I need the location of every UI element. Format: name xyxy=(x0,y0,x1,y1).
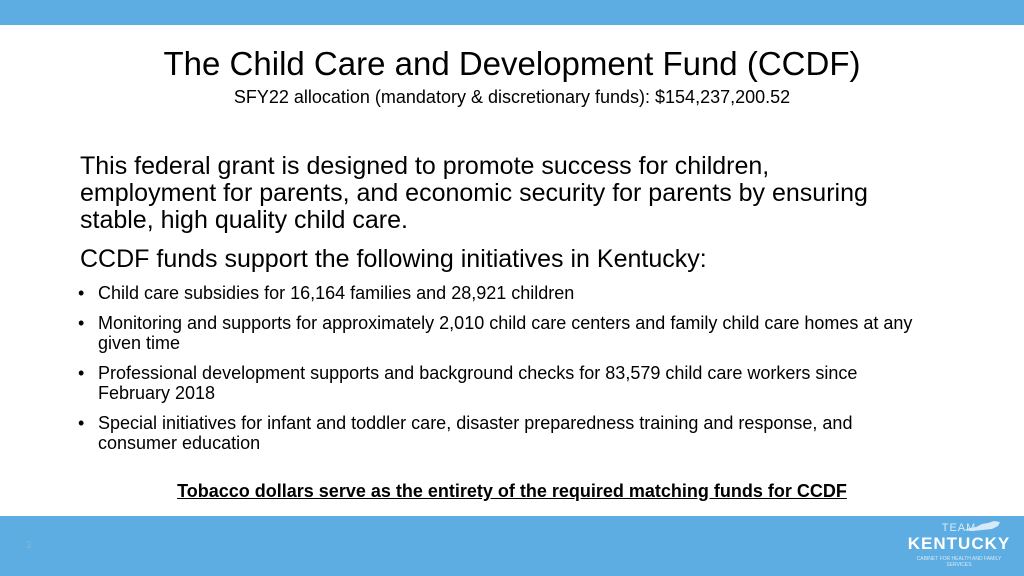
list-item xyxy=(78,313,918,353)
list-item-text: Professional development supports and background checks for 83,579 child care workers since February 2018 xyxy=(98,363,858,403)
list-item xyxy=(78,413,918,453)
top-accent-bar xyxy=(0,0,1024,25)
matching-funds-note xyxy=(0,480,1024,502)
slide-subtitle: SFY22 allocation (mandatory & discretionary funds): $154,237,200.52 xyxy=(233,87,791,107)
slide-title: The Child Care and Development Fund (CCDF) xyxy=(163,45,861,82)
logo-team-text: TEAM xyxy=(941,522,977,534)
intro-paragraph: This federal grant is designed to promote success for children, employment for parents, and economic security for parents by ensuring stable, high quality child care. xyxy=(80,152,868,234)
bullet-icon: • xyxy=(78,363,85,383)
bottom-accent-bar xyxy=(0,516,1024,576)
team-kentucky-logo xyxy=(904,520,1014,572)
list-item-text: Special initiatives for infant and toddler care, disaster preparedness training and response, and consumer education xyxy=(98,413,853,453)
lead-sentence: CCDF funds support the following initiatives in Kentucky: xyxy=(80,245,707,273)
list-item-text: Child care subsidies for 16,164 families and 28,921 children xyxy=(98,283,575,303)
list-item xyxy=(78,283,918,303)
matching-funds-note-text: Tobacco dollars serve as the entirety of the required matching funds for CCDF xyxy=(177,481,847,501)
logo-cabinet-text: CABINET FOR HEALTH AND FAMILY SERVICES xyxy=(916,556,1002,568)
bullet-icon: • xyxy=(78,413,85,433)
bullet-icon: • xyxy=(78,283,85,303)
list-item xyxy=(78,363,918,403)
logo-kentucky-text: KENTUCKY xyxy=(907,534,1011,553)
initiatives-list xyxy=(78,283,918,463)
bullet-icon: • xyxy=(78,313,85,333)
list-item-text: Monitoring and supports for approximately 2,010 child care centers and family child care homes at any given time xyxy=(98,313,913,353)
page-number: 3 xyxy=(26,540,32,551)
